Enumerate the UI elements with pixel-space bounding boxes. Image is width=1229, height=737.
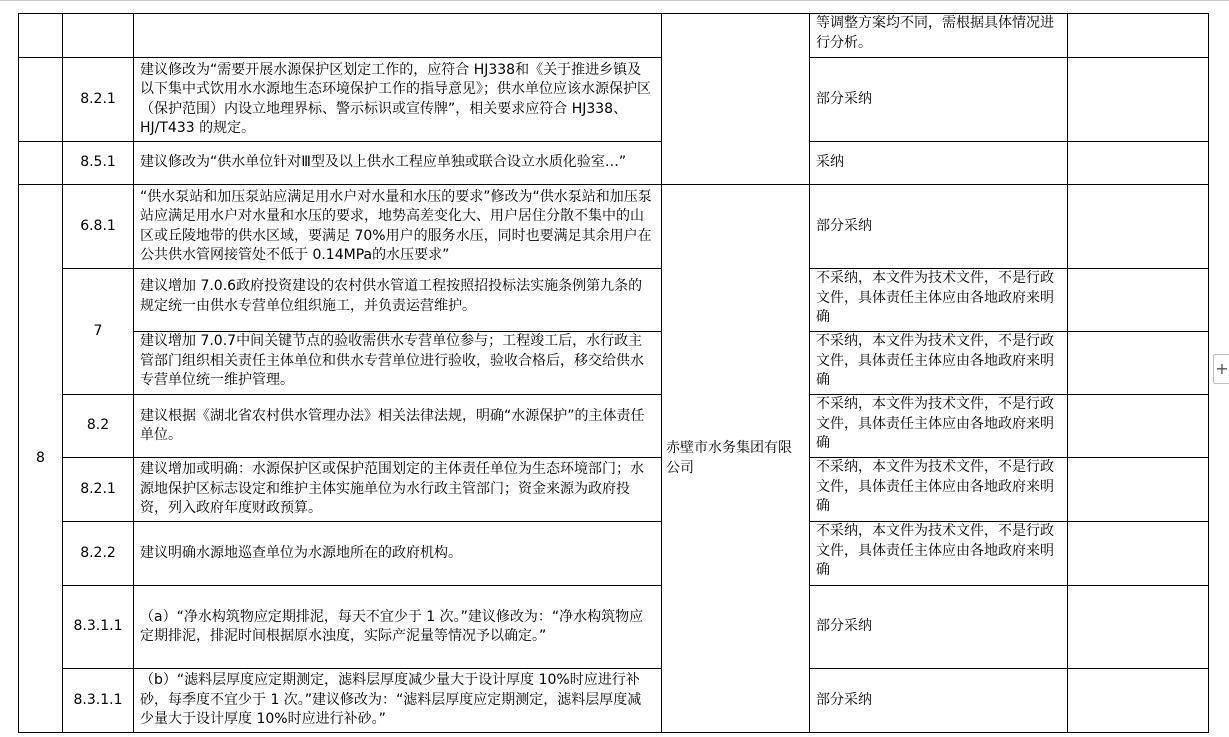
table-row bbox=[19, 669, 1209, 733]
table-row bbox=[19, 458, 1209, 522]
note-cell bbox=[1068, 458, 1209, 522]
table-row bbox=[19, 395, 1209, 458]
clause-cell: 8.3.1.1 bbox=[63, 586, 134, 669]
group-number-cell bbox=[19, 58, 63, 142]
table-row bbox=[19, 142, 1209, 185]
clause-cell: 8.5.1 bbox=[63, 142, 134, 185]
response-cell: 不采纳，本文件为技术文件，不是行政文件，具体责任主体应由各地政府来明确 bbox=[810, 395, 1068, 458]
note-cell bbox=[1068, 14, 1209, 58]
table-row bbox=[19, 58, 1209, 142]
top-frame-line bbox=[0, 0, 1229, 1]
note-cell bbox=[1068, 669, 1209, 733]
response-cell: 不采纳，本文件为技术文件，不是行政文件，具体责任主体应由各地政府来明确 bbox=[810, 332, 1068, 395]
note-cell bbox=[1068, 522, 1209, 586]
opinion-cell: 建议增加 7.0.6政府投资建设的农村供水管道工程按照招投标法实施条例第九条的规定统一由供水专营单位组织施工，并负责运营维护。 bbox=[134, 269, 662, 332]
clause-cell: 8.2 bbox=[63, 395, 134, 458]
response-cell: 不采纳，本文件为技术文件，不是行政文件，具体责任主体应由各地政府来明确 bbox=[810, 522, 1068, 586]
table-row bbox=[19, 269, 1209, 332]
note-cell bbox=[1068, 185, 1209, 269]
clause-cell: 8.2.2 bbox=[63, 522, 134, 586]
group-number-cell bbox=[19, 142, 63, 185]
response-cell: 等调整方案均不同，需根据具体情况进行分析。 bbox=[810, 14, 1068, 58]
table-row bbox=[19, 586, 1209, 669]
response-cell: 采纳 bbox=[810, 142, 1068, 185]
table-row bbox=[19, 522, 1209, 586]
opinion-cell: （b）“滤料层厚度应定期测定，滤料层厚度减少量大于设计厚度 10%时应进行补砂，每季度不宜少于 1 次。”建议修改为：“滤料层厚度应定期测定，滤料层厚度减少量大于设计厚度 10%时应进行补砂。” bbox=[134, 669, 662, 733]
department-cell-top bbox=[662, 14, 810, 185]
table-row bbox=[19, 14, 1209, 58]
response-cell: 部分采纳 bbox=[810, 669, 1068, 733]
clause-cell: 8.2.1 bbox=[63, 458, 134, 522]
note-cell bbox=[1068, 586, 1209, 669]
table-row bbox=[19, 332, 1209, 395]
opinion-cell: 建议修改为“需要开展水源保护区划定工作的，应符合 HJ338和《关于推进乡镇及以下集中式饮用水水源地生态环境保护工作的指导意见》；供水单位应该水源保护区（保护范围）内设立地理界标、警示标识或宣传牌”，相关要求应符合 HJ338、HJ/T433 的规定。 bbox=[134, 58, 662, 142]
note-cell bbox=[1068, 332, 1209, 395]
clause-cell: 7 bbox=[63, 269, 134, 395]
response-cell: 部分采纳 bbox=[810, 185, 1068, 269]
clause-cell: 8.2.1 bbox=[63, 58, 134, 142]
add-row-button[interactable]: + bbox=[1213, 354, 1229, 384]
response-cell: 不采纳，本文件为技术文件，不是行政文件，具体责任主体应由各地政府来明确 bbox=[810, 458, 1068, 522]
opinion-cell: 建议增加或明确：水源保护区或保护范围划定的主体责任单位为生态环境部门；水源地保护区标志设定和维护主体实施单位为水行政主管部门；资金来源为政府投资，列入政府年度财政预算。 bbox=[134, 458, 662, 522]
clause-cell bbox=[63, 14, 134, 58]
feedback-table bbox=[18, 13, 1209, 733]
clause-cell: 6.8.1 bbox=[63, 185, 134, 269]
note-cell bbox=[1068, 395, 1209, 458]
opinion-cell: “供水泵站和加压泵站应满足用水户对水量和水压的要求”修改为“供水泵站和加压泵站应满足用水户对水量和水压的要求，地势高差变化大、用户居住分散不集中的山区或丘陵地带的供水区域，要满足 70%用户的服务水压，同时也要满足其余用户在公共供水管网接管处不低于 0.14MPa的水压要求” bbox=[134, 185, 662, 269]
response-cell: 不采纳，本文件为技术文件，不是行政文件，具体责任主体应由各地政府来明确 bbox=[810, 269, 1068, 332]
opinion-cell: 建议修改为“供水单位针对Ⅲ型及以上供水工程应单独或联合设立水质化验室…” bbox=[134, 142, 662, 185]
opinion-cell bbox=[134, 14, 662, 58]
clause-cell: 8.3.1.1 bbox=[63, 669, 134, 733]
note-cell bbox=[1068, 142, 1209, 185]
opinion-cell: （a）“净水构筑物应定期排泥，每天不宜少于 1 次。”建议修改为：“净水构筑物应定期排泥，排泥时间根据原水浊度，实际产泥量等情况予以确定。” bbox=[134, 586, 662, 669]
group-number-cell: 8 bbox=[19, 185, 63, 733]
opinion-cell: 建议明确水源地巡查单位为水源地所在的政府机构。 bbox=[134, 522, 662, 586]
opinion-cell: 建议根据《湖北省农村供水管理办法》相关法律法规，明确“水源保护”的主体责任单位。 bbox=[134, 395, 662, 458]
note-cell bbox=[1068, 269, 1209, 332]
table-row bbox=[19, 185, 1209, 269]
response-cell: 部分采纳 bbox=[810, 586, 1068, 669]
group-number-cell-top bbox=[19, 14, 63, 58]
note-cell bbox=[1068, 58, 1209, 142]
department-cell: 赤壁市水务集团有限公司 bbox=[662, 185, 810, 733]
opinion-cell: 建议增加 7.0.7中间关键节点的验收需供水专营单位参与；工程竣工后，水行政主管部门组织相关责任主体单位和供水专营单位进行验收，验收合格后，移交给供水专营单位统一维护管理。 bbox=[134, 332, 662, 395]
response-cell: 部分采纳 bbox=[810, 58, 1068, 142]
